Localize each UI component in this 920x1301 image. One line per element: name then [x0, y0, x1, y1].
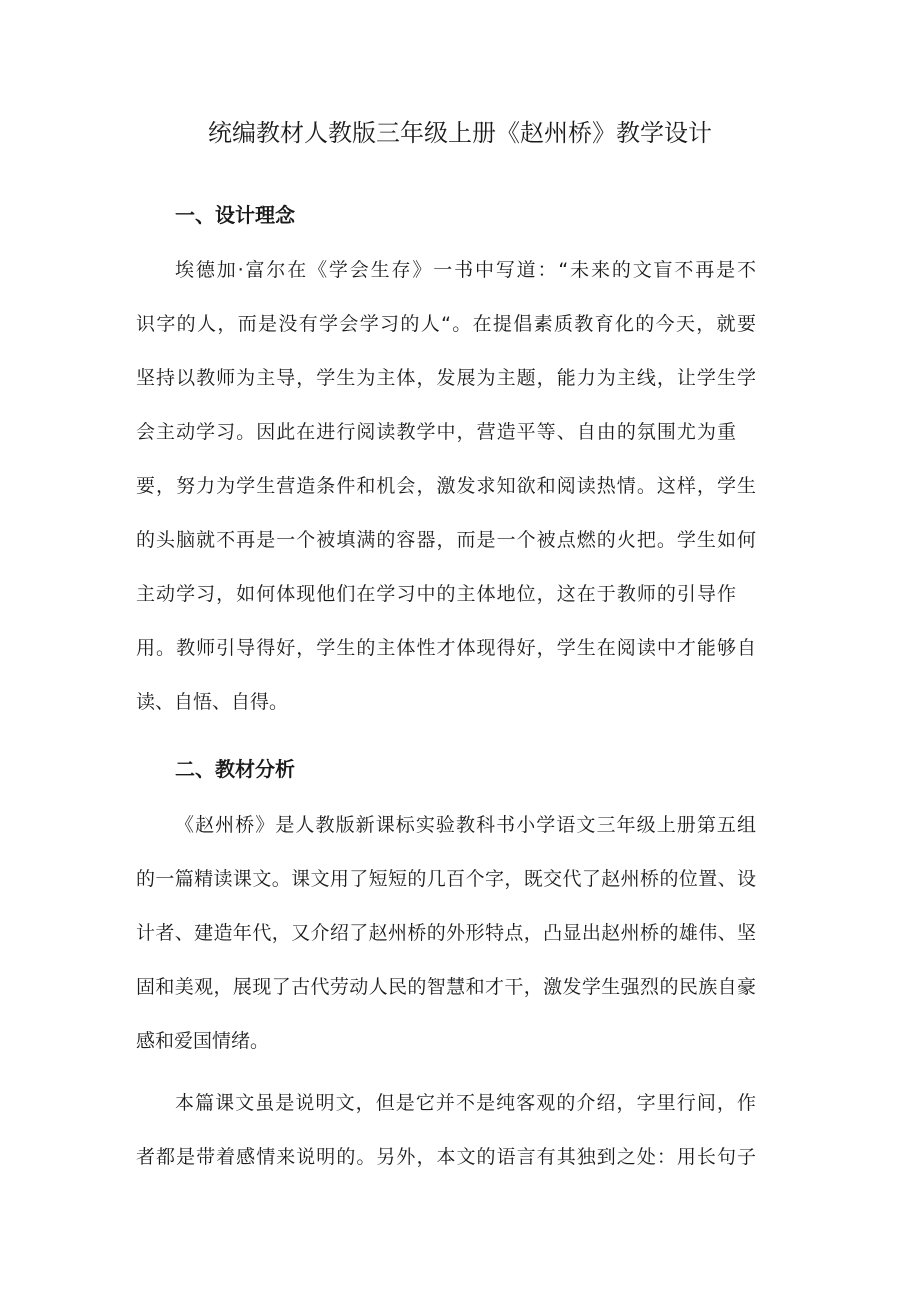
paragraph-line: 会主动学习。因此在进行阅读教学中，营造平等、自由的氛围尤为重 [136, 421, 736, 443]
paragraph-line: 用。教师引导得好，学生的主体性才体现得好，学生在阅读中才能够自 [136, 637, 756, 659]
paragraph-line: 主动学习，如何体现他们在学习中的主体地位，这在于教师的引导作 [136, 583, 736, 605]
paragraph-line: 感和爱国情绪。 [136, 1030, 270, 1052]
paragraph-line: 埃德加·富尔在《学会生存》一书中写道：“未来的文盲不再是不 [175, 259, 756, 281]
paragraph-line: 读、自悟、自得。 [136, 691, 289, 713]
paragraph-line: 计者、建造年代，又介绍了赵州桥的外形特点，凸显出赵州桥的雄伟、坚 [136, 922, 756, 944]
paragraph-line: 者都是带着感情来说明的。另外，本文的语言有其独到之处：用长句子 [136, 1146, 756, 1168]
section-heading-material-analysis: 二、教材分析 [175, 757, 295, 781]
paragraph-line: 的一篇精读课文。课文用了短短的几百个字，既交代了赵州桥的位置、设 [136, 868, 756, 890]
paragraph-line: 识字的人，而是没有学会学习的人“。在提倡素质教育化的今天，就要 [136, 313, 756, 335]
paragraph-line: 《赵州桥》是人教版新课标实验教科书小学语文三年级上册第五组 [175, 814, 756, 836]
paragraph-line: 坚持以教师为主导，学生为主体，发展为主题，能力为主线，让学生学 [136, 367, 756, 389]
section-heading-design-concept: 一、设计理念 [175, 203, 295, 227]
paragraph-line: 的头脑就不再是一个被填满的容器，而是一个被点燃的火把。学生如何 [136, 529, 756, 551]
paragraph-line: 要，努力为学生营造条件和机会，激发求知欲和阅读热情。这样，学生 [136, 475, 756, 497]
paragraph-line: 本篇课文虽是说明文，但是它并不是纯客观的介绍，字里行间，作 [175, 1092, 756, 1114]
paragraph-line: 固和美观，展现了古代劳动人民的智慧和才干，激发学生强烈的民族自豪 [136, 976, 756, 998]
document-title: 统编教材人教版三年级上册《赵州桥》教学设计 [208, 119, 712, 147]
